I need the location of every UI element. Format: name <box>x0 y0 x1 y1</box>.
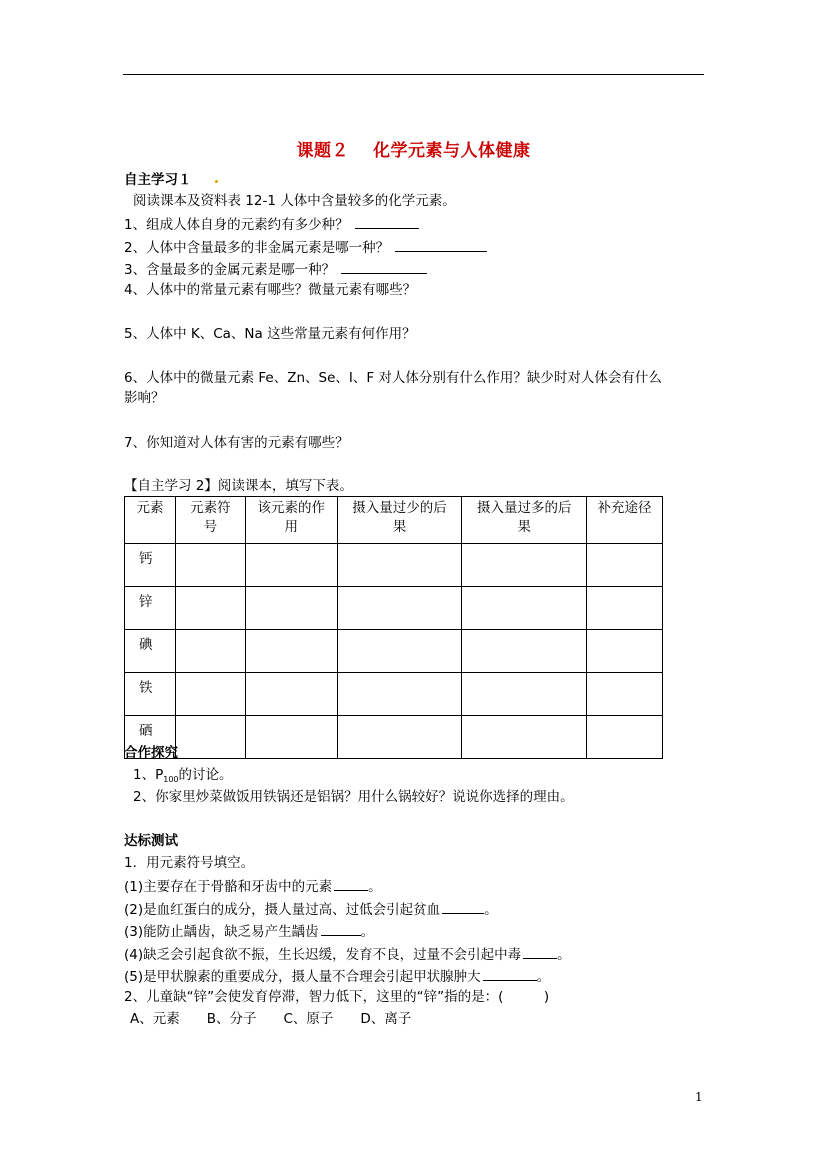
answer-blank <box>483 966 537 981</box>
element-cell: 锌 <box>125 587 176 630</box>
question-4: 4、人体中的常量元素有哪些？微量元素有哪些？ <box>124 282 417 298</box>
table-cell[interactable] <box>337 716 462 759</box>
table-row <box>125 544 663 587</box>
answer-blank <box>523 944 557 959</box>
table-header-cell: 摄入量过多的后 果 <box>462 497 587 544</box>
table-cell[interactable] <box>245 544 337 587</box>
table-cell[interactable] <box>587 673 663 716</box>
table-cell[interactable] <box>245 630 337 673</box>
table-header-cell: 摄入量过少的后 果 <box>337 497 462 544</box>
question-3: 3、含量最多的金属元素是哪一种？ <box>124 259 427 279</box>
test-item-5: (5)是甲状腺素的重要成分，摄人量不合理会引起甲状腺肿大 。 <box>124 966 550 986</box>
table-cell[interactable] <box>587 630 663 673</box>
section3-heading: 合作探究 <box>124 745 178 761</box>
page-number: 1 <box>695 1090 703 1104</box>
table-cell[interactable] <box>175 544 245 587</box>
question-6-cont: 影响？ <box>124 390 165 406</box>
table-cell[interactable] <box>245 673 337 716</box>
test-question-2: 2、儿童缺“锌”会使发育停滞，智力低下，这里的“锌”指的是：( ) <box>124 989 550 1005</box>
table-cell[interactable] <box>462 544 587 587</box>
element-cell: 铁 <box>125 673 176 716</box>
table-row <box>125 673 663 716</box>
table-cell[interactable] <box>587 544 663 587</box>
table-header-row <box>125 497 663 544</box>
table-cell[interactable] <box>462 673 587 716</box>
test-item-4: (4)缺乏会引起食欲不振，生长迟缓，发育不良，过量不会引起中毒 。 <box>124 944 571 964</box>
table-cell[interactable] <box>587 587 663 630</box>
table-cell[interactable] <box>175 716 245 759</box>
answer-blank <box>321 921 361 936</box>
section2-heading: 【自主学习 2】阅读课本，填写下表。 <box>124 478 353 494</box>
table-cell[interactable] <box>245 716 337 759</box>
table-cell[interactable] <box>462 716 587 759</box>
element-cell: 硒 <box>125 716 176 759</box>
answer-blank <box>334 876 368 891</box>
element-cell: 碘 <box>125 630 176 673</box>
question-6: 6、人体中的微量元素 Fe、Zn、Se、I、F 对人体分别有什么作用？缺少时对人体会有什么 <box>124 370 662 386</box>
answer-blank <box>341 259 427 274</box>
section1-heading: 自主学习１ <box>124 172 192 188</box>
section4-heading: 达标测试 <box>124 833 178 849</box>
table-header-cell: 元素符 号 <box>175 497 245 544</box>
question-5: 5、人体中 K、Ca、Na 这些常量元素有何作用？ <box>124 326 416 342</box>
table-cell[interactable] <box>587 716 663 759</box>
decorative-dot <box>215 180 218 183</box>
section1-intro: 阅读课本及资料表 12-1 人体中含量较多的化学元素。 <box>133 193 456 209</box>
header-rule <box>123 74 704 75</box>
discussion-2: 2、你家里炒菜做饭用铁锅还是铝锅？用什么锅较好？说说你选择的理由。 <box>133 789 574 805</box>
answer-blank <box>355 214 419 229</box>
element-cell: 钙 <box>125 544 176 587</box>
page-title: 课题２ 化学元素与人体健康 <box>296 141 531 161</box>
table-cell[interactable] <box>175 587 245 630</box>
table-header-cell: 元素 <box>125 497 176 544</box>
discussion-1: 1、$P_{100}$的讨论。 <box>133 767 233 784</box>
answer-blank <box>395 237 487 252</box>
table-row <box>125 716 663 759</box>
table-header-cell: 补充途径 <box>587 497 663 544</box>
test-item-2: (2)是血红蛋白的成分，摄人量过高、过低会引起贫血 。 <box>124 899 498 919</box>
test-item-1: (1)主要存在于骨骼和牙齿中的元素 。 <box>124 876 382 896</box>
test-question-1: 1．用元素符号填空。 <box>124 855 255 871</box>
answer-options: A、元素 B、分子 C、原子 D、离子 <box>130 1011 412 1027</box>
table-row <box>125 630 663 673</box>
table-cell[interactable] <box>337 544 462 587</box>
table-row <box>125 587 663 630</box>
table-header-cell: 该元素的作 用 <box>245 497 337 544</box>
table-cell[interactable] <box>337 673 462 716</box>
table-cell[interactable] <box>337 630 462 673</box>
table-cell[interactable] <box>462 587 587 630</box>
question-1: 1、组成人体自身的元素约有多少种？ <box>124 214 419 234</box>
table-cell[interactable] <box>462 630 587 673</box>
question-7: 7、你知道对人体有害的元素有哪些？ <box>124 435 349 451</box>
answer-blank <box>442 899 484 914</box>
table-cell[interactable] <box>245 587 337 630</box>
element-table <box>124 496 663 759</box>
table-cell[interactable] <box>175 673 245 716</box>
table-cell[interactable] <box>175 630 245 673</box>
table-cell[interactable] <box>337 587 462 630</box>
test-item-3: (3)能防止龋齿，缺乏易产生龋齿 。 <box>124 921 374 941</box>
question-2: 2、人体中含量最多的非金属元素是哪一种？ <box>124 237 487 257</box>
